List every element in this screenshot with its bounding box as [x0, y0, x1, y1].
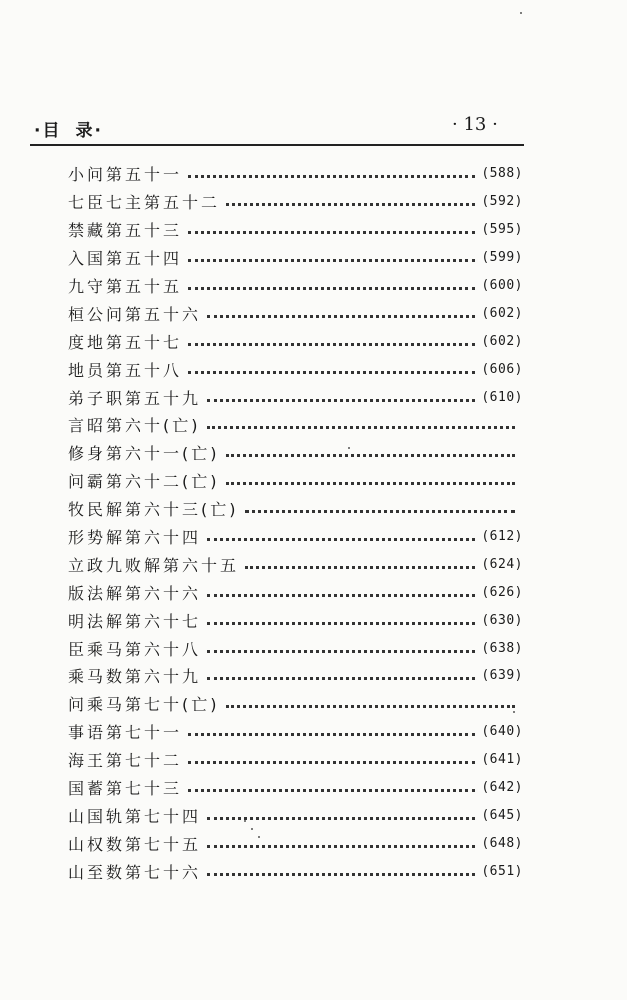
dot-leader: [226, 705, 516, 708]
toc-entry: [68, 355, 523, 383]
print-speck: [345, 259, 347, 261]
print-speck: [348, 447, 350, 449]
toc-entry: [68, 467, 523, 495]
toc-entry-title: 入国第五十四: [68, 249, 183, 269]
toc-entry-page: (592): [481, 194, 523, 210]
toc-entry-page: (638): [481, 640, 523, 656]
running-header-page-number: · 13 ·: [452, 114, 498, 135]
toc-entry-page: (641): [481, 752, 523, 768]
toc-entry-title: 禁藏第五十三: [68, 221, 183, 241]
dot-leader: [207, 817, 475, 820]
toc-entry-title: 度地第五十七: [68, 332, 183, 352]
toc-entry: [68, 244, 523, 272]
toc-entry-title: 乘马数第六十九: [68, 667, 202, 687]
dot-leader: [226, 454, 516, 457]
toc-entry-page: (651): [481, 863, 523, 879]
dot-leader: [188, 733, 475, 736]
dot-leader: [188, 175, 475, 178]
toc-entry-title: 事语第七十一: [68, 723, 183, 743]
toc-entry-title: 臣乘马第六十八: [68, 639, 202, 659]
dot-leader: [207, 845, 475, 848]
dot-leader: [226, 482, 516, 485]
toc-entry-title: 问霸第六十二(亡): [68, 472, 220, 492]
section-title-part-2: 录·: [75, 121, 103, 141]
header-rule: [30, 144, 524, 146]
dot-leader: [207, 873, 475, 876]
toc-entry-page: (648): [481, 835, 523, 851]
toc-entry: [68, 857, 523, 885]
toc-entry-page: (599): [481, 250, 523, 266]
toc-entry-title: 山权数第七十五: [68, 834, 202, 854]
toc-entry: [68, 495, 523, 523]
dot-leader: [226, 203, 475, 206]
dot-leader: [188, 231, 475, 234]
toc-entry-page: (642): [481, 780, 523, 796]
toc-entry-title: 问乘马第七十(亡): [68, 695, 220, 715]
dot-leader: [188, 789, 475, 792]
dot-leader: [207, 538, 475, 541]
toc-entry-title: 弟子职第五十九: [68, 388, 202, 408]
toc-entry-title: 山至数第七十六: [68, 862, 202, 882]
toc-entry: [68, 662, 523, 690]
toc-entry-title: 牧民解第六十三(亡): [68, 500, 239, 520]
toc-entry-title: 明法解第六十七: [68, 611, 202, 631]
toc-entry-page: (602): [481, 305, 523, 321]
toc-entry-title: 山国轨第七十四: [68, 806, 202, 826]
dot-leader: [207, 677, 475, 680]
toc-entry: [68, 829, 523, 857]
toc-entry: [68, 801, 523, 829]
dot-leader: [207, 399, 475, 402]
dot-leader: [188, 343, 475, 346]
toc-entry-page: (612): [481, 529, 523, 545]
toc-entry-title: 小问第五十一: [68, 165, 183, 185]
toc-entry-title: 国蓄第七十三: [68, 779, 183, 799]
toc-entry: [68, 188, 523, 216]
toc-entry: [68, 439, 523, 467]
toc-entry: [68, 718, 523, 746]
toc-entry: [68, 606, 523, 634]
toc-entry: [68, 634, 523, 662]
toc-entry-page: (645): [481, 807, 523, 823]
print-speck: [251, 828, 253, 830]
toc-entry: [68, 523, 523, 551]
toc-entry-page: (602): [481, 333, 523, 349]
dot-leader: [188, 259, 475, 262]
print-speck: [513, 711, 515, 713]
dot-leader: [207, 650, 475, 653]
dot-leader: [188, 371, 475, 374]
toc-entry: [68, 578, 523, 606]
toc-entry-page: (588): [481, 166, 523, 182]
section-title-part-1: ·目: [34, 121, 62, 141]
toc-entry-page: (639): [481, 668, 523, 684]
toc-entry-title: 言昭第六十(亡): [68, 416, 201, 436]
dot-leader: [188, 287, 475, 290]
toc-entry: [68, 299, 523, 327]
toc-entry-page: (606): [481, 361, 523, 377]
toc-entry: [68, 327, 523, 355]
dot-leader: [207, 315, 475, 318]
toc-entry: [68, 216, 523, 244]
toc-entry: [68, 774, 523, 802]
print-speck: [244, 820, 246, 822]
toc-entry: [68, 272, 523, 300]
toc-entry: [68, 160, 523, 188]
toc-entry-title: 海王第七十二: [68, 751, 183, 771]
print-speck: [520, 12, 522, 14]
dot-leader: [207, 594, 475, 597]
toc-entry: [68, 746, 523, 774]
toc-entry-page: (595): [481, 222, 523, 238]
dot-leader: [245, 510, 516, 513]
toc-entry-title: 桓公问第五十六: [68, 304, 202, 324]
toc-entry-title: 立政九败解第六十五: [68, 555, 240, 575]
toc-entry-title: 七臣七主第五十二: [68, 193, 221, 213]
toc-entry-page: (640): [481, 724, 523, 740]
toc-entry: [68, 550, 523, 578]
dot-leader: [207, 426, 516, 429]
table-of-contents: [68, 160, 523, 885]
toc-entry-page: (626): [481, 584, 523, 600]
toc-entry-page: (624): [481, 556, 523, 572]
toc-entry-title: 形势解第六十四: [68, 528, 202, 548]
dot-leader: [188, 761, 475, 764]
toc-entry-page: (630): [481, 612, 523, 628]
print-speck: [258, 836, 260, 838]
toc-entry-title: 九守第五十五: [68, 277, 183, 296]
toc-entry: [68, 383, 523, 411]
running-header-section: [34, 116, 103, 141]
toc-entry-title: 地员第五十八: [68, 360, 183, 380]
toc-entry: [68, 690, 523, 718]
toc-entry-page: (600): [481, 278, 523, 293]
toc-entry-page: (610): [481, 389, 523, 405]
toc-entry-title: 版法解第六十六: [68, 583, 202, 603]
toc-entry-title: 修身第六十一(亡): [68, 444, 220, 464]
toc-entry: [68, 411, 523, 439]
dot-leader: [207, 622, 475, 625]
dot-leader: [245, 566, 475, 569]
